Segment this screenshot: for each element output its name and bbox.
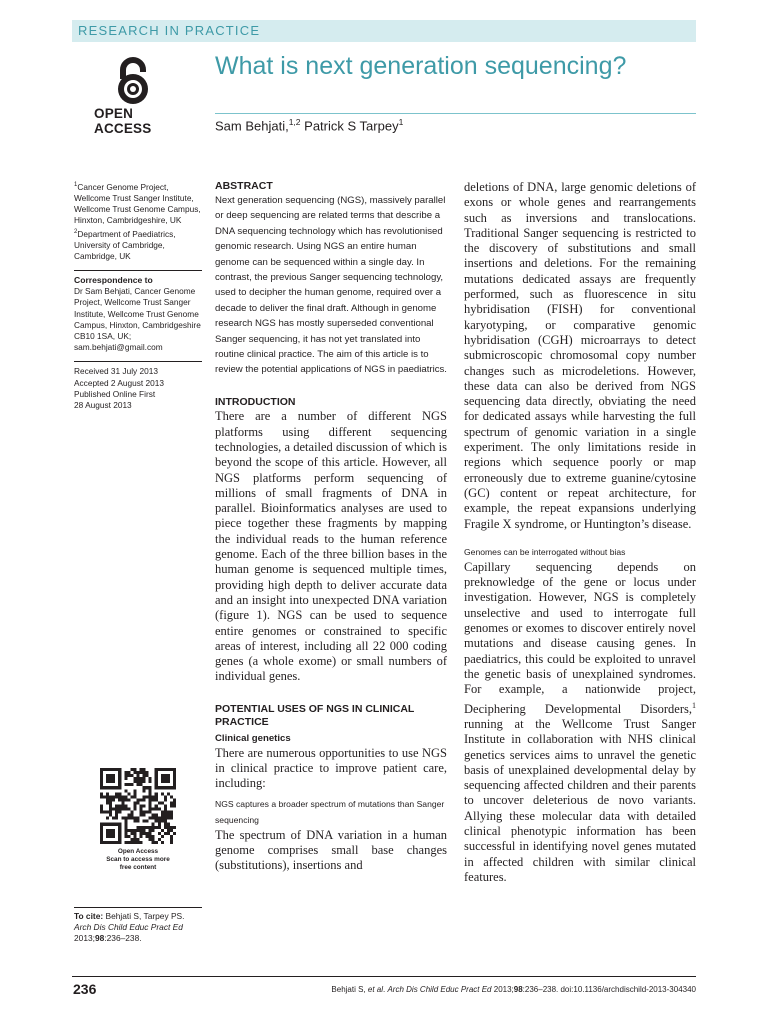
qr-caption-line-3: free content xyxy=(119,864,157,871)
abstract-heading: ABSTRACT xyxy=(215,180,273,192)
mutation-spectrum-body: The spectrum of DNA variation in a human genome comprises small base changes (substitutions), insertions and xyxy=(215,827,447,873)
accepted-date: Accepted 2 August 2013 xyxy=(74,377,164,388)
author-1: Sam Behjati, xyxy=(215,118,289,134)
author-line xyxy=(215,117,695,133)
open-access-lock-icon xyxy=(108,55,158,105)
affiliation-1-mark: 1 xyxy=(74,182,78,188)
unbiased-genomes-heading: Genomes can be interrogated without bias xyxy=(464,546,626,557)
cite-year: 2013; xyxy=(74,933,95,943)
qr-caption xyxy=(84,848,192,872)
qr-caption-line-2: Scan to access more xyxy=(106,856,170,863)
affiliation-2-mark: 2 xyxy=(74,228,78,235)
article-dates xyxy=(74,361,202,411)
published-date: 28 August 2013 xyxy=(74,399,132,410)
unbiased-genomes-body xyxy=(464,560,696,885)
cite-pages: :236–238. xyxy=(104,933,142,943)
cite-label: To cite: xyxy=(74,911,104,921)
footer-citation xyxy=(331,985,696,994)
affiliation-2: Department of Paediatrics, University of Cambridge, Cambridge, UK xyxy=(74,228,176,261)
author-2-affil: 1 xyxy=(398,117,404,127)
cite-authors: Behjati S, Tarpey PS. xyxy=(103,911,185,921)
article-title: What is next generation sequencing? xyxy=(215,52,627,80)
footer-cite-sep: . xyxy=(383,985,388,994)
mutation-spectrum-heading: NGS captures a broader spectrum of mutations than Sanger sequencing xyxy=(215,798,445,825)
potential-uses-heading: POTENTIAL USES OF NGS IN CLINICAL PRACTICE xyxy=(215,702,415,729)
section-banner: RESEARCH IN PRACTICE xyxy=(72,20,696,42)
footer-cite-journal: Arch Dis Child Educ Pract Ed xyxy=(387,985,492,994)
footer-divider xyxy=(72,976,696,977)
footer-cite-etal: et al xyxy=(367,985,384,994)
clinical-genetics-heading: Clinical genetics xyxy=(215,732,291,744)
introduction-body: There are a number of different NGS platforms using different sequencing technologies, a detailed discussion of which is beyond the scope of this article. However, all NGS platforms perform sequencing of millions of small fragments of DNA in parallel. Bioinformatics analyses are used to piece together these fragments by mapping the individual reads to the human reference genome. Each of the three billion bases in the human genome is sequenced multiple times, providing high depth to deliver accurate data and an insight into unexpected DNA variation (figure 1). NGS can be used to sequence entire genomes or constrained to specific areas of interest, including all 22 000 coding genes (a whole exome) or small numbers of individual genes. xyxy=(215,409,447,684)
unbiased-genomes-text-a: Capillary sequencing depends on preknowledge of the gene or locus under investigation. However, NGS is completely unselective and used to interrogate full genomes or exomes to discover entirely novel mutations and disease causing genes. In paediatrics, this could be exploited to unravel the genetic basis of unexplained syndromes. For example, a nationwide project, Deciphering Developmental Disorders, xyxy=(464,559,696,716)
published-label: Published Online First xyxy=(74,388,156,399)
footer-cite-year: 2013; xyxy=(491,985,514,994)
page-number: 236 xyxy=(73,981,97,997)
affiliations xyxy=(74,180,202,262)
abstract-body: Next generation sequencing (NGS), massively parallel or deep sequencing are related terms that describe a DNA sequencing technology which has revolutionised genomic research. Using NGS an entire human genome can be sequenced within a single day. In contrast, the previous Sanger sequencing technology, used to decipher the human genome, required over a decade to deliver the final draft. Although in genome research NGS has mostly superseded conventional Sanger sequencing, it has not yet translated into routine clinical practice. The aim of this article is to review the potential applications of NGS in paediatrics. xyxy=(215,195,447,376)
title-divider xyxy=(215,113,696,114)
clinical-genetics-body: There are numerous opportunities to use NGS in clinical practice to improve patient care, including: xyxy=(215,745,447,791)
introduction-heading: INTRODUCTION xyxy=(215,395,296,408)
cite-volume: 98 xyxy=(94,933,105,943)
affiliation-1: Cancer Genome Project, Wellcome Trust Sanger Institute, Wellcome Trust Genome Campus, Hinxton, Cambridgeshire, UK xyxy=(74,181,201,226)
article-sidebar xyxy=(74,180,202,419)
unbiased-genomes-text-b: running at the Wellcome Trust Sanger Institute in collaboration with NHS clinical genetics services aims to unravel the genetic basis of unexplained developmental delay by sequencing affected children and their parents to uncover deleterious de novo variants. Allying these molecular data with detailed clinical phenotypic information has been successful in identifying novel genes mutated in affected children with similar clinical features. xyxy=(464,716,696,884)
citation-box xyxy=(74,907,202,944)
text-column-2 xyxy=(464,180,696,885)
received-date: Received 31 July 2013 xyxy=(74,366,158,377)
footer-cite-doi: :236–238. doi:10.1136/archdischild-2013-304340 xyxy=(522,985,696,994)
mutation-spectrum-continued: deletions of DNA, large genomic deletions of exons or whole genes and rearrangements such as inversions and translocations. Traditional Sanger sequencing is restricted to the discovery of substitutions and small insertions and deletions. For the remaining mutations dedicated assays are frequently performed, such as fluorescence in situ hybridisation (FISH) for conventional karyotyping, or comparative genomic hybridisation (CGH) microarrays to detect submicroscopic chromosomal copy number changes such as microdeletions. However, these data can also be derived from NGS sequencing data directly, obviating the need for dedicated assays while harvesting the full spectrum of genomic variation in a single experiment. The only limitations reside in regions which sequence poorly or map erroneously due to extreme guanine/cytosine (GC) content or repeat architecture, for example, the repeat expansions underlying Fragile X syndrome, or Huntington’s disease. xyxy=(464,180,696,531)
footer-cite-authors: Behjati S, xyxy=(331,985,368,994)
correspondence xyxy=(74,270,202,353)
reference-1[interactable]: 1 xyxy=(692,700,696,710)
author-2: Patrick S Tarpey xyxy=(304,118,399,134)
correspondence-heading: Correspondence to xyxy=(74,274,153,285)
qr-caption-line-1: Open Access xyxy=(117,848,159,855)
text-column-1 xyxy=(215,180,447,874)
open-access-label: OPEN ACCESS xyxy=(94,106,152,136)
author-1-affil: 1,2 xyxy=(288,117,301,127)
cite-journal: Arch Dis Child Educ Pract Ed xyxy=(74,922,183,932)
footer-cite-volume: 98 xyxy=(513,985,523,994)
correspondence-body: Dr Sam Behjati, Cancer Genome Project, Wellcome Trust Sanger Institute, Wellcome Trust Genome Campus, Hinxton, Cambridgeshire CB10 1SA, UK; sam.behjati@gmail.com xyxy=(74,286,201,353)
qr-code[interactable] xyxy=(100,768,176,844)
